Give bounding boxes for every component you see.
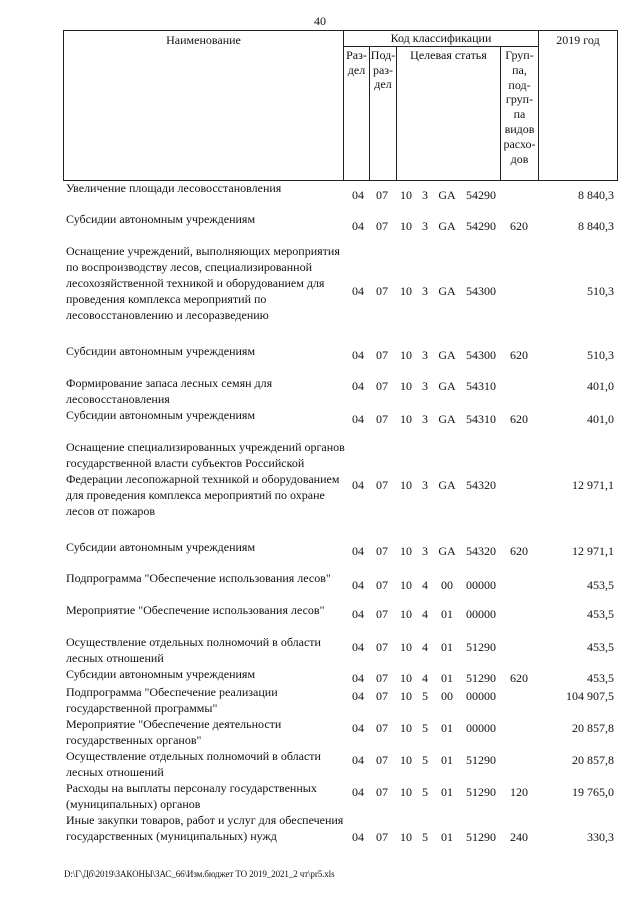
row-amount: 104 907,5: [566, 689, 614, 703]
row-cs4: 54290: [466, 188, 496, 202]
row-podrazdel: 07: [376, 379, 388, 393]
row-cs3: 01: [441, 607, 453, 621]
header-section: Раз- дел: [344, 47, 370, 181]
row-razdel: 04: [352, 412, 364, 426]
row-amount: 8 840,3: [578, 219, 614, 233]
row-podrazdel: 07: [376, 219, 388, 233]
header-target: Целевая статья: [397, 47, 501, 181]
row-cs1: 10: [400, 721, 412, 735]
header-name: Наименование: [64, 31, 344, 181]
row-cs1: 10: [400, 544, 412, 558]
row-cs1: 10: [400, 830, 412, 844]
row-cs2: 3: [422, 544, 428, 558]
row-cs3: 00: [441, 578, 453, 592]
row-cs3: 00: [441, 689, 453, 703]
row-name: Оснащение учреждений, выполняющих мероприятия по воспроизводству лесов, специализированной лесохозяйственной техникой и оборудованием для проведения комплекса мероприятий по лесовосстановлению и лесоразведению: [66, 244, 340, 322]
row-cs2: 3: [422, 188, 428, 202]
row-cs1: 10: [400, 379, 412, 393]
row-cs3: 01: [441, 785, 453, 799]
row-podrazdel: 07: [376, 721, 388, 735]
row-cs4: 51290: [466, 785, 496, 799]
row-cs2: 4: [422, 578, 428, 592]
row-amount: 12 971,1: [572, 544, 614, 558]
row-cs1: 10: [400, 284, 412, 298]
row-podrazdel: 07: [376, 671, 388, 685]
row-cs1: 10: [400, 188, 412, 202]
row-cs2: 3: [422, 348, 428, 362]
row-podrazdel: 07: [376, 412, 388, 426]
row-cs4: 51290: [466, 671, 496, 685]
row-name: Субсидии автономным учреждениям: [66, 408, 256, 422]
row-amount: 510,3: [587, 348, 614, 362]
row-razdel: 04: [352, 830, 364, 844]
row-cs1: 10: [400, 671, 412, 685]
row-name: Увеличение площади лесовосстановления: [66, 181, 282, 195]
row-cs3: GA: [438, 412, 456, 426]
row-cs1: 10: [400, 478, 412, 492]
row-podrazdel: 07: [376, 640, 388, 654]
row-amount: 19 765,0: [572, 785, 614, 799]
row-podrazdel: 07: [376, 607, 388, 621]
row-razdel: 04: [352, 607, 364, 621]
row-cs2: 3: [422, 478, 428, 492]
row-amount: 510,3: [587, 284, 614, 298]
row-cs4: 51290: [466, 753, 496, 767]
row-name: Мероприятие "Обеспечение деятельности государственных органов": [66, 717, 282, 747]
row-podrazdel: 07: [376, 188, 388, 202]
row-name: Формирование запаса лесных семян для лесовосстановления: [66, 376, 273, 406]
row-cs1: 10: [400, 640, 412, 654]
row-cs4: 54320: [466, 478, 496, 492]
header-subsection: Под- раз- дел: [370, 47, 397, 181]
row-cs3: 01: [441, 753, 453, 767]
row-vr: 620: [510, 412, 528, 426]
row-cs3: GA: [438, 478, 456, 492]
row-cs4: 54320: [466, 544, 496, 558]
row-razdel: 04: [352, 671, 364, 685]
row-vr: 620: [510, 671, 528, 685]
row-name: Мероприятие "Обеспечение использования лесов": [66, 603, 325, 617]
row-podrazdel: 07: [376, 830, 388, 844]
row-cs4: 51290: [466, 640, 496, 654]
row-cs2: 5: [422, 785, 428, 799]
row-cs4: 00000: [466, 578, 496, 592]
row-cs2: 3: [422, 219, 428, 233]
row-amount: 20 857,8: [572, 753, 614, 767]
row-amount: 453,5: [587, 578, 614, 592]
row-name: Субсидии автономным учреждениям: [66, 667, 256, 681]
row-razdel: 04: [352, 219, 364, 233]
row-razdel: 04: [352, 689, 364, 703]
row-name: Подпрограмма "Обеспечение реализации государственной программы": [66, 685, 278, 715]
row-cs3: GA: [438, 188, 456, 202]
row-cs2: 3: [422, 412, 428, 426]
row-cs3: GA: [438, 284, 456, 298]
row-podrazdel: 07: [376, 785, 388, 799]
row-cs4: 51290: [466, 830, 496, 844]
row-vr: 240: [510, 830, 528, 844]
row-amount: 453,5: [587, 640, 614, 654]
row-vr: 620: [510, 544, 528, 558]
row-cs4: 54300: [466, 348, 496, 362]
row-podrazdel: 07: [376, 753, 388, 767]
row-name: Осуществление отдельных полномочий в области лесных отношений: [66, 635, 321, 665]
row-razdel: 04: [352, 478, 364, 492]
row-cs1: 10: [400, 412, 412, 426]
row-cs2: 5: [422, 753, 428, 767]
row-cs1: 10: [400, 348, 412, 362]
row-name: Иные закупки товаров, работ и услуг для обеспечения государственных (муниципальных) нужд: [66, 813, 344, 843]
row-cs2: 4: [422, 640, 428, 654]
row-razdel: 04: [352, 578, 364, 592]
row-razdel: 04: [352, 640, 364, 654]
row-name: Расходы на выплаты персоналу государственных (муниципальных) органов: [66, 781, 317, 811]
row-name: Подпрограмма "Обеспечение использования лесов": [66, 571, 331, 585]
row-cs3: GA: [438, 379, 456, 393]
row-name: Осуществление отдельных полномочий в области лесных отношений: [66, 749, 321, 779]
row-razdel: 04: [352, 379, 364, 393]
page-number: 40: [314, 14, 326, 28]
footer-path: D:\Г\Дб\2019\ЗАКОНЫ\ЗАС_66\Изм.бюджет ТО 2019_2021_2 чт\pr5.xls: [64, 869, 335, 879]
row-cs2: 5: [422, 830, 428, 844]
row-cs2: 5: [422, 689, 428, 703]
row-name: Субсидии автономным учреждениям: [66, 344, 256, 358]
row-cs3: GA: [438, 544, 456, 558]
row-cs3: 01: [441, 830, 453, 844]
row-cs1: 10: [400, 689, 412, 703]
row-cs4: 00000: [466, 721, 496, 735]
row-cs2: 4: [422, 671, 428, 685]
row-razdel: 04: [352, 284, 364, 298]
row-amount: 453,5: [587, 671, 614, 685]
row-amount: 453,5: [587, 607, 614, 621]
row-cs4: 00000: [466, 607, 496, 621]
row-vr: 620: [510, 348, 528, 362]
row-amount: 401,0: [587, 412, 614, 426]
row-cs4: 54310: [466, 412, 496, 426]
header-group: Груп- па, под- груп- па видов расхо- дов: [501, 47, 539, 181]
row-podrazdel: 07: [376, 689, 388, 703]
row-name: Субсидии автономным учреждениям: [66, 212, 256, 226]
row-cs2: 5: [422, 721, 428, 735]
row-vr: 120: [510, 785, 528, 799]
row-cs2: 4: [422, 607, 428, 621]
row-cs4: 54290: [466, 219, 496, 233]
row-razdel: 04: [352, 785, 364, 799]
row-amount: 20 857,8: [572, 721, 614, 735]
row-name: Оснащение специализированных учреждений органов государственной власти субъектов Российской Федерации лесопожарной техникой и оборудованием для проведения комплекса мероприятий по охране лесов от пожаров: [66, 440, 345, 518]
row-razdel: 04: [352, 544, 364, 558]
row-cs1: 10: [400, 219, 412, 233]
row-amount: 12 971,1: [572, 478, 614, 492]
table-header: [63, 30, 618, 181]
row-podrazdel: 07: [376, 544, 388, 558]
row-amount: 330,3: [587, 830, 614, 844]
row-name: Субсидии автономным учреждениям: [66, 540, 256, 554]
row-cs3: GA: [438, 219, 456, 233]
row-amount: 8 840,3: [578, 188, 614, 202]
row-razdel: 04: [352, 721, 364, 735]
row-cs3: GA: [438, 348, 456, 362]
row-razdel: 04: [352, 188, 364, 202]
row-cs4: 54300: [466, 284, 496, 298]
row-cs1: 10: [400, 785, 412, 799]
row-vr: 620: [510, 219, 528, 233]
row-cs4: 00000: [466, 689, 496, 703]
row-razdel: 04: [352, 348, 364, 362]
row-razdel: 04: [352, 753, 364, 767]
row-podrazdel: 07: [376, 348, 388, 362]
header-classification: Код классификации: [344, 31, 539, 47]
row-cs3: 01: [441, 640, 453, 654]
row-podrazdel: 07: [376, 478, 388, 492]
row-cs1: 10: [400, 753, 412, 767]
row-cs3: 01: [441, 721, 453, 735]
row-cs4: 54310: [466, 379, 496, 393]
row-podrazdel: 07: [376, 284, 388, 298]
row-podrazdel: 07: [376, 578, 388, 592]
row-cs2: 3: [422, 379, 428, 393]
row-cs3: 01: [441, 671, 453, 685]
row-cs1: 10: [400, 578, 412, 592]
header-year: 2019 год: [539, 31, 618, 181]
row-cs1: 10: [400, 607, 412, 621]
row-cs2: 3: [422, 284, 428, 298]
row-amount: 401,0: [587, 379, 614, 393]
